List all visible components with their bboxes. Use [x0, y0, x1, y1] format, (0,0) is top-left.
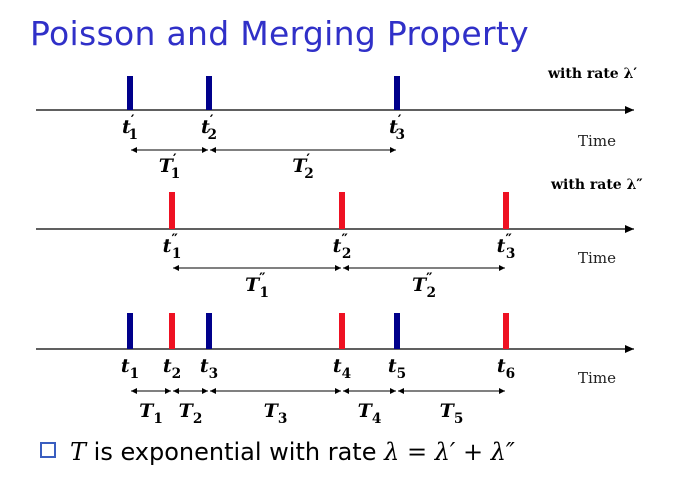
rate-label: with rate λ″	[551, 177, 643, 193]
bullet-text: is exponential with rate	[86, 438, 385, 466]
event-marker	[503, 192, 509, 229]
timeline-row-2	[36, 177, 643, 301]
time-axis-label: Time	[578, 249, 616, 267]
interval-label: $T_1$	[139, 400, 163, 427]
bullet-box-icon	[40, 442, 56, 458]
event-marker	[339, 313, 345, 349]
event-marker	[206, 76, 212, 110]
event-label: t′ 3	[388, 113, 406, 143]
event-label: $t_4$	[332, 355, 352, 382]
interval-label: T′ 2	[292, 152, 314, 182]
time-axis-label: Time	[578, 132, 616, 150]
interval-label: T″ 2	[411, 271, 437, 301]
time-axis-label: Time	[578, 369, 616, 387]
event-label: $t_6$	[496, 355, 516, 382]
slide-title: Poisson and Merging Property	[30, 14, 529, 53]
event-label: $t_3$	[199, 355, 219, 382]
event-marker	[394, 313, 400, 349]
event-marker	[169, 192, 175, 229]
interval-label: T′ 1	[158, 152, 181, 182]
event-label: $t_5$	[387, 355, 407, 382]
event-marker	[127, 313, 133, 349]
event-label: t″ 3	[496, 232, 516, 262]
bullet-variable: T	[70, 438, 87, 466]
event-marker	[394, 76, 400, 110]
rate-label: with rate λ′	[548, 66, 638, 82]
event-label: t′ 2	[200, 113, 218, 143]
event-marker	[503, 313, 509, 349]
timeline-row-3	[36, 313, 634, 427]
event-marker	[339, 192, 345, 229]
interval-label: $T_2$	[178, 400, 203, 427]
event-label: $t_1$	[120, 355, 140, 382]
interval-label: $T_3$	[263, 400, 288, 427]
event-label: t′ 1	[121, 113, 139, 143]
interval-label: T″ 1	[244, 271, 270, 301]
conclusion-bullet	[40, 438, 515, 466]
event-label: $t_2$	[162, 355, 182, 382]
event-label: t″ 2	[332, 232, 352, 262]
interval-label: $T_5$	[439, 400, 464, 427]
bullet-formula: λ = λ′ + λ″	[384, 438, 515, 466]
event-marker	[169, 313, 175, 349]
timeline-row-1	[36, 66, 637, 182]
interval-label: $T_4$	[357, 400, 382, 427]
event-label: t″ 1	[162, 232, 182, 262]
event-marker	[206, 313, 212, 349]
event-marker	[127, 76, 133, 110]
